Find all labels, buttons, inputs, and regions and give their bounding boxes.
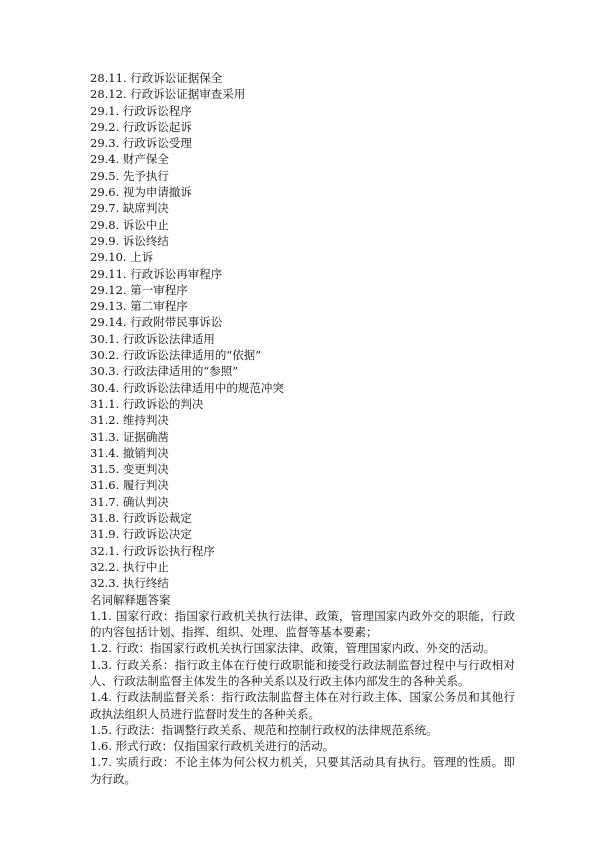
toc-item: 30.3. 行政法律适用的“参照” xyxy=(90,364,239,379)
toc-item: 31.7. 确认判决 xyxy=(90,494,169,509)
toc-item: 31.1. 行政诉讼的判决 xyxy=(90,396,204,411)
toc-item: 29.14. 行政附带民事诉讼 xyxy=(90,315,223,330)
toc-item: 29.9. 诉讼终结 xyxy=(90,233,169,248)
toc-item: 32.3. 执行终结 xyxy=(90,576,169,591)
toc-item: 30.4. 行政诉讼法律适用中的规范冲突 xyxy=(90,380,284,395)
toc-item: 29.6. 视为申请撤诉 xyxy=(90,185,192,200)
definition-item: 1.6. 形式行政：仅指国家行政机关进行的活动。 xyxy=(90,739,335,754)
toc-item: 29.8. 诉讼中止 xyxy=(90,217,169,232)
toc-item: 31.3. 证据确凿 xyxy=(90,429,169,444)
toc-item: 28.11. 行政诉讼证据保全 xyxy=(90,71,223,85)
definition-item: 1.7. 实质行政：不论主体为何公权力机关，只要其活动具有执行。管理的性质。即为行政。 xyxy=(90,755,515,786)
toc-list xyxy=(90,70,515,592)
definition-item: 1.4. 行政法制监督关系：指行政法制监督主体在对行政主体、国家公务员和其他行政执法组织人员进行监督时发生的各种关系。 xyxy=(90,690,515,721)
definition-item: 1.3. 行政关系：指行政主体在行使行政职能和接受行政法制监督过程中与行政相对人、行政法制监督主体发生的各种关系以及行政主体内部发生的各种关系。 xyxy=(90,657,515,688)
toc-item: 29.10. 上诉 xyxy=(90,250,154,265)
toc-item: 28.12. 行政诉讼证据审查采用 xyxy=(90,87,246,102)
toc-item: 29.3. 行政诉讼受理 xyxy=(90,136,192,151)
toc-item: 31.9. 行政诉讼决定 xyxy=(90,527,192,542)
toc-item: 31.8. 行政诉讼裁定 xyxy=(90,511,192,526)
definitions-list xyxy=(90,608,515,787)
toc-item: 29.4. 财产保全 xyxy=(90,152,169,167)
toc-item: 31.2. 维持判决 xyxy=(90,413,169,428)
toc-item: 30.2. 行政诉讼法律适用的“依据” xyxy=(90,348,262,363)
toc-item: 31.4. 撤销判决 xyxy=(90,445,169,460)
toc-item: 31.5. 变更判决 xyxy=(90,462,169,477)
definition-item: 1.2. 行政：指国家行政机关执行国家法律、政策，管理国家内政、外交的活动。 xyxy=(90,641,496,656)
document-page xyxy=(90,70,515,787)
toc-item: 29.2. 行政诉讼起诉 xyxy=(90,119,192,134)
toc-item: 29.13. 第二审程序 xyxy=(90,299,188,314)
answers-heading: 名词解释题答案 xyxy=(90,592,171,607)
toc-item: 29.5. 先予执行 xyxy=(90,168,169,183)
toc-item: 31.6. 履行判决 xyxy=(90,478,169,493)
toc-item: 29.12. 第一审程序 xyxy=(90,282,188,297)
toc-item: 29.11. 行政诉讼再审程序 xyxy=(90,266,223,281)
toc-item: 30.1. 行政诉讼法律适用 xyxy=(90,331,215,346)
definition-item: 1.1. 国家行政：指国家行政机关执行法律、政策，管理国家内政外交的职能，行政的内容包括计划、指挥、组织、处理、监督等基本要素； xyxy=(90,608,515,640)
definition-item: 1.5. 行政法：指调整行政关系、规范和控制行政权的法律规范系统。 xyxy=(90,722,438,737)
toc-item: 32.2. 执行中止 xyxy=(90,559,169,574)
toc-item: 32.1. 行政诉讼执行程序 xyxy=(90,543,215,558)
toc-item: 29.7. 缺席判决 xyxy=(90,201,169,216)
toc-item: 29.1. 行政诉讼程序 xyxy=(90,103,192,118)
